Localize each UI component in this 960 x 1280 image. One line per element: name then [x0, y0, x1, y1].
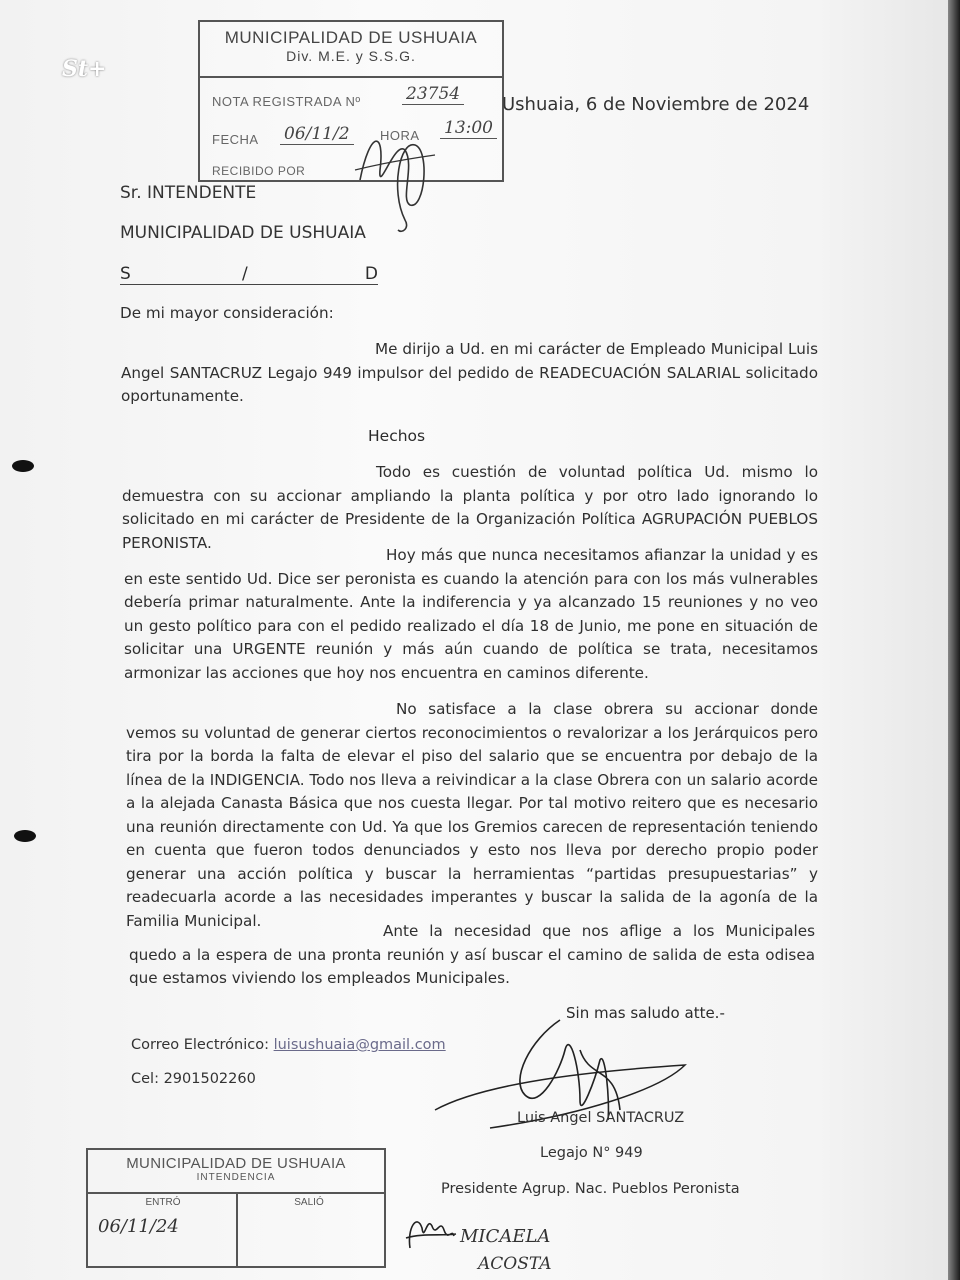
receiver-name: MICAELA	[460, 1226, 551, 1247]
punch-hole	[14, 830, 36, 842]
stamp-entro-col	[90, 1194, 238, 1266]
stamp-salio-col	[236, 1194, 382, 1266]
signer-name: Luis Angel SANTACRUZ	[517, 1110, 685, 1126]
stamp-salio-label: SALIÓ	[294, 1197, 324, 1208]
sd-d: D	[364, 264, 378, 284]
sign-off: Sin mas saludo atte.-	[566, 1004, 725, 1022]
paragraph-1: Me dirijo a Ud. en mi carácter de Empleado Municipal Luis Angel SANTACRUZ Legajo 949 impulsor del pedido de READECUACIÓN SALARIAL solicitado oportunamente.	[121, 340, 818, 405]
receiver-surname: ACOSTA	[478, 1254, 552, 1274]
paragraph-3: Hoy más que nunca necesitamos afianzar la unidad y es en este sentido Ud. Dice ser peronista es cuando la atención para con los más vulnerables debería primar naturalmente. Ante la indiferencia y ya alcanzado 15 reuniones y no veo un gesto político para con el pedido realizado el día 18 de Junio, me pone en situación de solicitar una URGENTE reunión y más aún cuando de política se trata, necesitamos armonizar las acciones que hoy nos encuentra en caminos diferente.	[124, 546, 818, 682]
paragraph-4: No satisface a la clase obrera su accionar donde vemos su voluntad de generar ciertos reconocimientos o revalorizar a los Jerárquicos pero tira por la borda la falta de elevar el piso del salario que se encuentra por debajo de la línea de la INDIGENCIA. Todo nos lleva a reivindicar a la clase Obrera con un salario acorde a la alejada Canasta Básica que nos cuesta llegar. Por tal motivo reitero que es necesario una reunión directamente con Ud. Ya que los Gremios carecen de representación teniendo en cuenta que fueron todos denunciados y esto nos lleva por derecho propio poder generar una acción política y buscar la herramientas “partidas presupuestarias” y readecuarla acorde a las necesidades imperantes y buscar la salida de la agonía de la Familia Municipal.	[126, 700, 818, 930]
phone-line: Cel: 2901502260	[131, 1071, 256, 1087]
stamp-division: Div. M.E. y S.S.G.	[286, 48, 416, 64]
sd-line	[120, 264, 378, 285]
page-edge-shadow	[948, 0, 960, 1280]
stamp-hora-value: 13:00	[440, 118, 497, 139]
sd-slash: /	[242, 264, 248, 284]
addressee-org: MUNICIPALIDAD DE USHUAIA	[120, 223, 366, 243]
stamp-hora-label: HORA	[380, 128, 420, 143]
section-heading: Hechos	[368, 427, 426, 445]
punch-hole	[12, 460, 34, 472]
letter-date: Ushuaia, 6 de Noviembre de 2024	[502, 94, 810, 115]
stamp-fecha-label: FECHA	[212, 132, 259, 147]
email-line	[131, 1037, 446, 1053]
email-link[interactable]: luisushuaia@gmail.com	[273, 1037, 446, 1053]
email-label: Correo Electrónico:	[131, 1037, 269, 1053]
stamp-entro-label: ENTRÓ	[145, 1197, 181, 1208]
signer-role: Presidente Agrup. Nac. Pueblos Peronista	[441, 1181, 740, 1197]
stamp-nota-value: 23754	[402, 84, 464, 105]
intendencia-stamp	[86, 1148, 386, 1268]
stamp-recibido-label: RECIBIDO POR	[212, 164, 306, 178]
stamp-org: MUNICIPALIDAD DE USHUAIA	[224, 28, 478, 47]
stamp-signature	[340, 110, 450, 240]
stamp-bottom-org: MUNICIPALIDAD DE USHUAIA	[126, 1155, 346, 1172]
paragraph-2: Todo es cuestión de voluntad política Ud. mismo lo demuestra con su accionar ampliando la planta política y por otro lado ignorando lo solicitado en mi carácter de Presidente de la Organización Política AGRUPACIÓN PUEBLOS PERONISTA.	[122, 463, 818, 552]
greeting: De mi mayor consideración:	[120, 304, 334, 322]
receiver-initials	[402, 1208, 458, 1258]
stamp-fecha-value: 06/11/2	[280, 124, 354, 145]
paragraph-5: Ante la necesidad que nos aflige a los Municipales quedo a la espera de una pronta reunión y así buscar el camino de salida de esta odisea que estamos viviendo los empleados Municipales.	[129, 922, 815, 987]
sd-s: S	[120, 264, 131, 284]
corner-mark: St+	[62, 56, 107, 82]
stamp-bottom-sub: INTENDENCIA	[196, 1172, 276, 1183]
signer-legajo: Legajo N° 949	[540, 1145, 643, 1161]
addressee-title: Sr. INTENDENTE	[120, 183, 257, 203]
stamp-nota-label: NOTA REGISTRADA Nº	[212, 94, 361, 109]
stamp-entro-value: 06/11/24	[98, 1216, 179, 1237]
